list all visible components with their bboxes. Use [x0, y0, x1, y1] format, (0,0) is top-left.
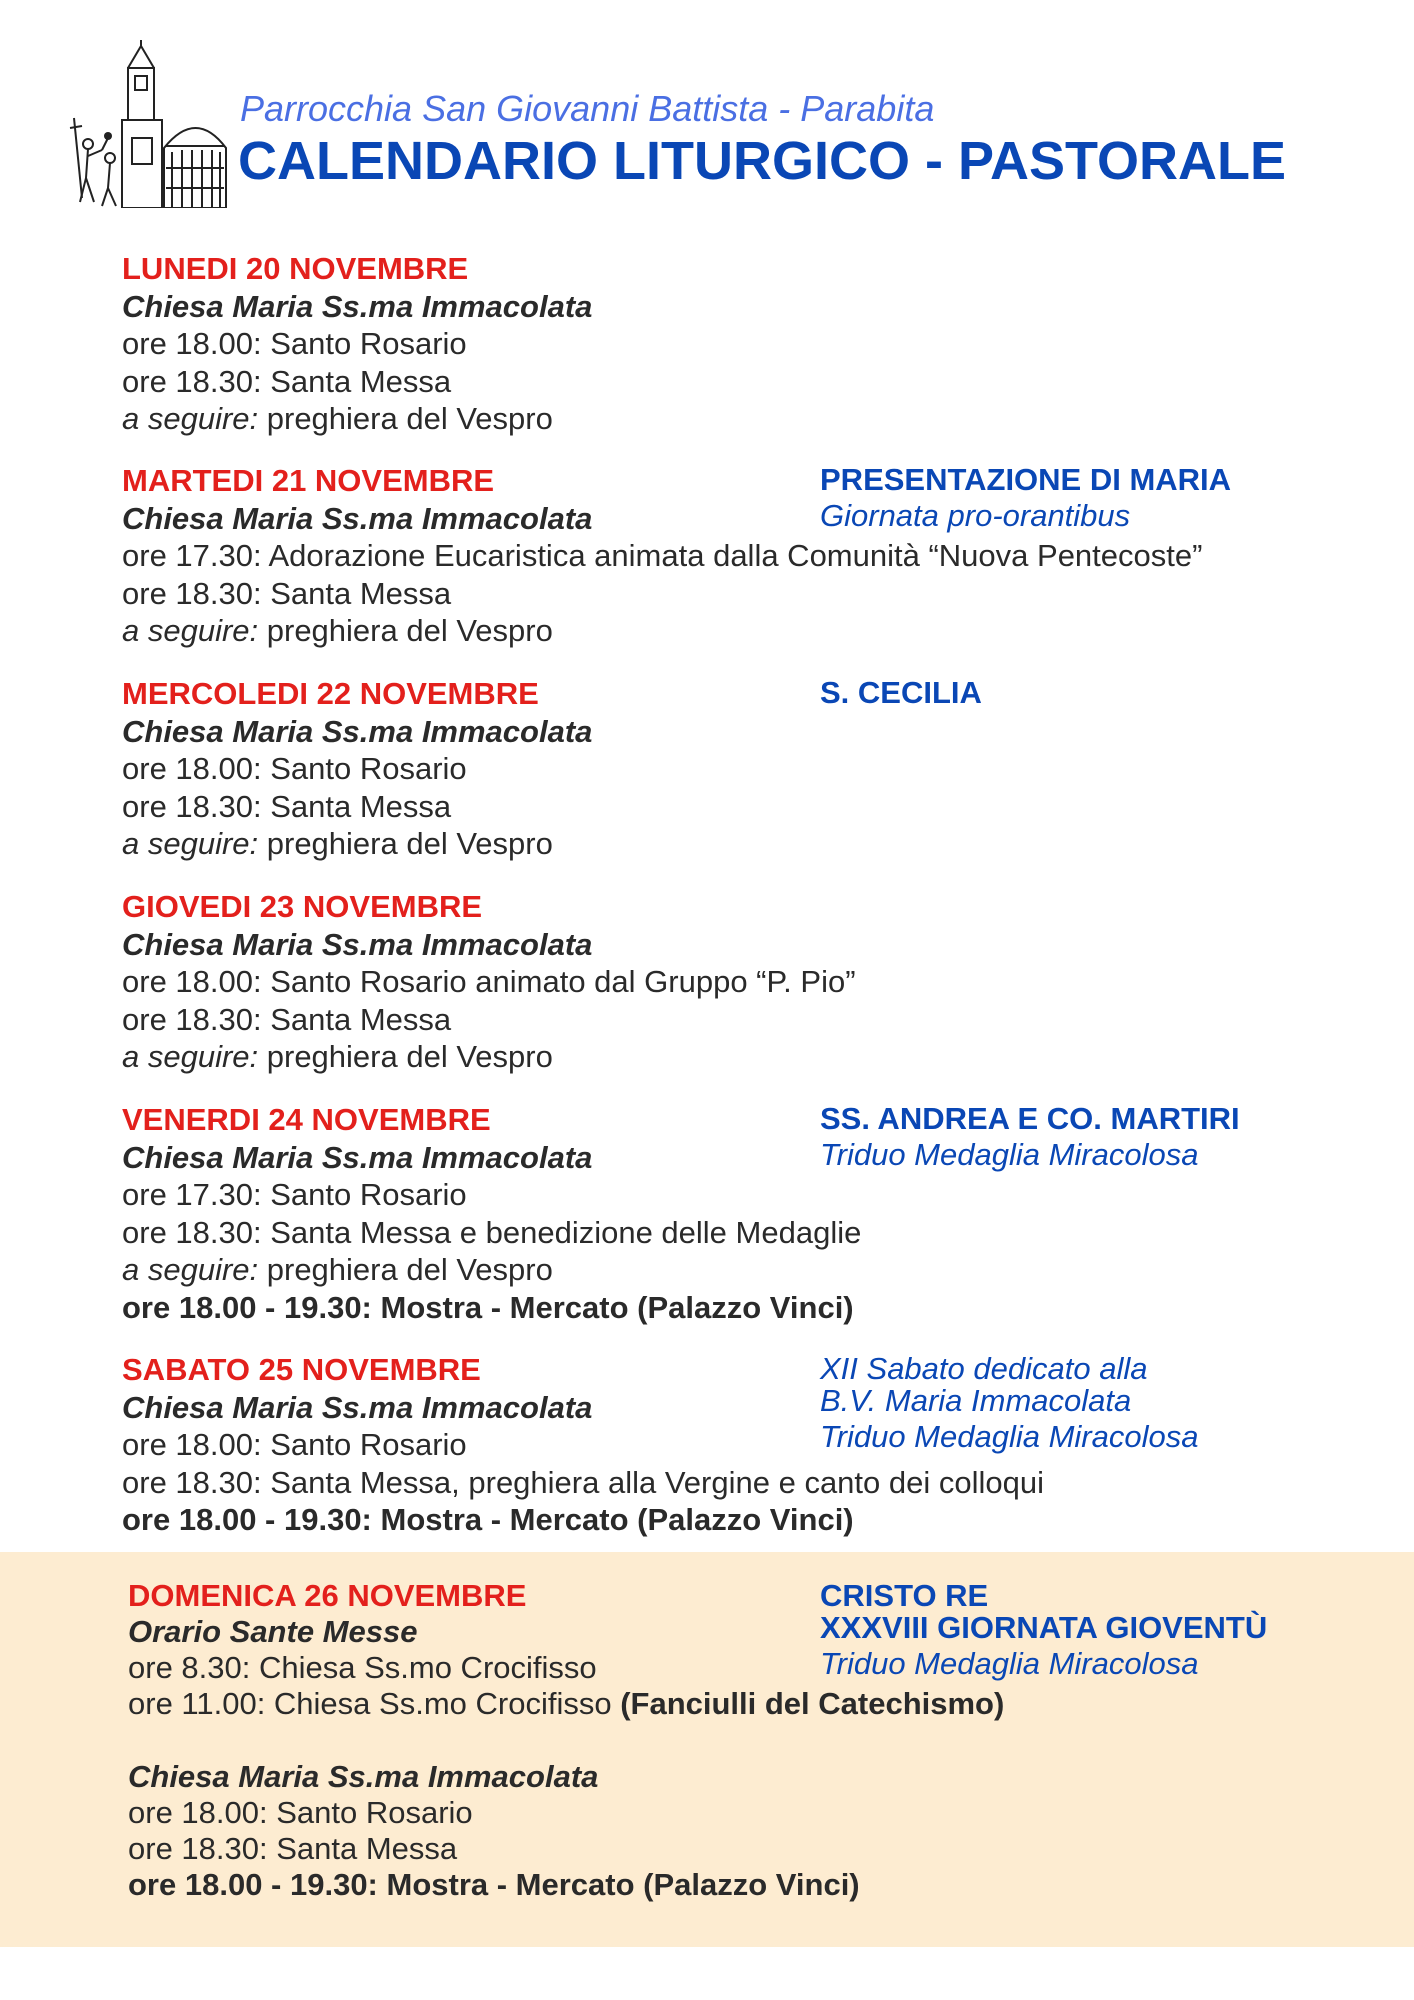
page-title: CALENDARIO LITURGICO - PASTORALE [238, 131, 1286, 191]
feast-info [820, 1353, 1198, 1453]
day-name: SABATO 25 NOVEMBRE [122, 1352, 481, 1387]
day-name: GIOVEDI 23 NOVEMBRE [122, 889, 483, 924]
feast-note: B.V. Maria Immacolata [820, 1383, 1132, 1418]
schedule-bold: (Fanciulli del Catechismo) [620, 1686, 1005, 1721]
schedule-line [128, 1686, 1368, 1722]
feast-info [820, 1580, 1267, 1680]
church-name: Chiesa Maria Ss.ma Immacolata [122, 713, 593, 749]
church-name: Chiesa Maria Ss.ma Immacolata [122, 288, 593, 324]
after-text: preghiera del Vespro [258, 401, 553, 436]
feast-note: Triduo Medaglia Miracolosa [820, 1137, 1199, 1172]
day-name: DOMENICA 26 NOVEMBRE [128, 1578, 527, 1613]
day-block-wednesday [122, 675, 1362, 863]
church-name: Chiesa Maria Ss.ma Immacolata [122, 1139, 593, 1175]
feast-name: S. CECILIA [820, 675, 982, 710]
day-block-tuesday [122, 462, 1362, 650]
schedule-line: ore 17.30: Adorazione Eucaristica animata dalla Comunità “Nuova Pentecoste” [122, 538, 1203, 573]
event-line: ore 18.00 - 19.30: Mostra - Mercato (Palazzo Vinci) [128, 1867, 860, 1902]
day-block-sunday [128, 1578, 1368, 1903]
feast-name: PRESENTAZIONE DI MARIA [820, 462, 1232, 497]
after-label: a seguire: [122, 401, 259, 436]
feast-name: SS. ANDREA E CO. MARTIRI [820, 1101, 1240, 1136]
schedule-line: ore 18.30: Santa Messa [122, 575, 452, 611]
feast-note: Triduo Medaglia Miracolosa [820, 1419, 1199, 1454]
day-block-saturday [122, 1351, 1362, 1539]
mass-times-heading: Orario Sante Messe [128, 1614, 418, 1649]
day-block-thursday [122, 888, 1362, 1076]
after-label: a seguire: [122, 826, 259, 861]
schedule-line: ore 18.00: Santo Rosario [122, 326, 467, 361]
feast-note: XII Sabato dedicato alla [820, 1351, 1148, 1386]
church-name: Chiesa Maria Ss.ma Immacolata [128, 1759, 599, 1794]
after-text: preghiera del Vespro [258, 1252, 553, 1287]
after-label: a seguire: [122, 1252, 259, 1287]
after-text: preghiera del Vespro [258, 826, 553, 861]
schedule-line: ore 17.30: Santo Rosario [122, 1177, 467, 1212]
schedule-line: ore 18.00: Santo Rosario animato dal Gruppo “P. Pio” [122, 964, 856, 999]
feast-note: Triduo Medaglia Miracolosa [820, 1646, 1199, 1681]
feast-name: CRISTO RE [820, 1578, 989, 1613]
after-line [122, 825, 1362, 863]
parish-name: Parrocchia San Giovanni Battista - Parabita [240, 88, 935, 129]
after-label: a seguire: [122, 613, 259, 648]
after-line [122, 1251, 1362, 1289]
after-text: preghiera del Vespro [258, 1039, 553, 1074]
schedule-line: ore 18.30: Santa Messa [128, 1831, 458, 1866]
day-name: MERCOLEDI 22 NOVEMBRE [122, 676, 539, 711]
after-text: preghiera del Vespro [258, 613, 553, 648]
day-block-monday [122, 250, 1362, 438]
day-name: VENERDI 24 NOVEMBRE [122, 1102, 491, 1137]
church-name: Chiesa Maria Ss.ma Immacolata [122, 500, 593, 536]
day-name: MARTEDI 21 NOVEMBRE [122, 463, 495, 498]
feast-info [820, 677, 982, 709]
schedule-line: ore 18.00: Santo Rosario [128, 1795, 473, 1830]
after-line [122, 1038, 1362, 1076]
schedule-line: ore 18.30: Santa Messa [122, 1001, 452, 1037]
day-block-friday [122, 1101, 1362, 1326]
schedule-line: ore 18.30: Santa Messa e benedizione delle Medaglie [122, 1214, 862, 1250]
day-name: LUNEDI 20 NOVEMBRE [122, 251, 469, 286]
event-line: ore 18.00 - 19.30: Mostra - Mercato (Palazzo Vinci) [122, 1289, 854, 1325]
spacer [128, 1722, 1368, 1759]
schedule-line: ore 8.30: Chiesa Ss.mo Crocifisso [128, 1650, 597, 1685]
after-label: a seguire: [122, 1039, 259, 1074]
feast-info [820, 1103, 1240, 1171]
schedule-line: ore 18.30: Santa Messa [122, 363, 452, 399]
schedule-line: ore 18.30: Santa Messa [122, 788, 452, 824]
church-name: Chiesa Maria Ss.ma Immacolata [122, 1389, 593, 1425]
schedule-text: ore 11.00: Chiesa Ss.mo Crocifisso [128, 1686, 621, 1721]
after-line [122, 400, 1362, 438]
schedule-line: ore 18.00: Santo Rosario [122, 751, 467, 786]
event-line: ore 18.00 - 19.30: Mostra - Mercato (Palazzo Vinci) [122, 1502, 854, 1537]
schedule-line: ore 18.30: Santa Messa, preghiera alla Vergine e canto dei colloqui [122, 1464, 1044, 1500]
schedule-line: ore 18.00: Santo Rosario [122, 1427, 467, 1462]
feast-note: Giornata pro-orantibus [820, 498, 1131, 533]
feast-info [820, 464, 1231, 532]
feast-name: XXXVIII GIORNATA GIOVENTÙ [820, 1610, 1268, 1645]
after-line [122, 612, 1362, 650]
parish-logo [68, 38, 228, 208]
church-name: Chiesa Maria Ss.ma Immacolata [122, 926, 593, 962]
